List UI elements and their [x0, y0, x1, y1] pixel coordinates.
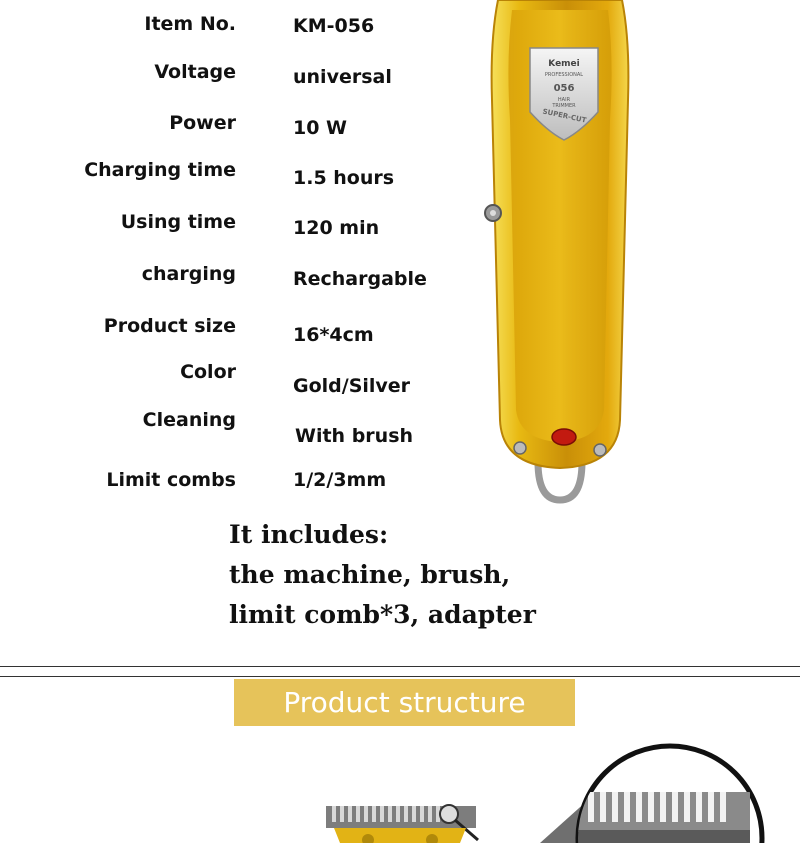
clipper-head-image — [320, 800, 480, 843]
spec-value-item-no: KM-056 — [293, 15, 375, 37]
blade-zoom-image — [540, 740, 780, 843]
badge-line2: TRIMMER — [552, 103, 576, 109]
spec-label-limit-combs: Limit combs — [106, 469, 236, 491]
badge-brand: Kemei — [548, 59, 580, 69]
badge-sub: PROFESSIONAL — [544, 72, 584, 78]
spec-value-color: Gold/Silver — [293, 375, 411, 397]
spec-label-charging-time: Charging time — [84, 159, 236, 181]
product-structure-banner: Product structure — [234, 679, 575, 726]
spec-label-power: Power — [169, 112, 236, 134]
spec-label-charging: charging — [141, 263, 236, 285]
spec-label-color: Color — [180, 361, 236, 383]
spec-value-limit-combs: 1/2/3mm — [293, 469, 387, 491]
badge-line3: SUPER-CUT — [541, 107, 588, 125]
badge-line1: HAIR — [557, 97, 571, 103]
spec-value-using-time: 120 min — [293, 217, 380, 239]
spec-value-charging: Rechargable — [293, 268, 427, 290]
divider-bottom — [0, 676, 800, 677]
spec-value-charging-time: 1.5 hours — [293, 167, 395, 189]
spec-value-cleaning: With brush — [295, 425, 414, 447]
includes-line-1: the machine, brush, — [229, 560, 511, 589]
spec-label-cleaning: Cleaning — [142, 409, 236, 431]
clipper-image — [480, 0, 640, 505]
includes-line-2: limit comb*3, adapter — [229, 600, 536, 629]
spec-value-voltage: universal — [293, 66, 392, 88]
spec-label-voltage: Voltage — [154, 61, 236, 83]
spec-label-item-no: Item No. — [144, 13, 236, 35]
includes-heading: It includes: — [229, 520, 389, 549]
spec-value-power: 10 W — [293, 117, 348, 139]
badge-model: 056 — [553, 83, 575, 94]
spec-label-using-time: Using time — [120, 211, 236, 233]
divider-top — [0, 666, 800, 667]
spec-label-product-size: Product size — [103, 315, 236, 337]
spec-value-product-size: 16*4cm — [293, 324, 374, 346]
